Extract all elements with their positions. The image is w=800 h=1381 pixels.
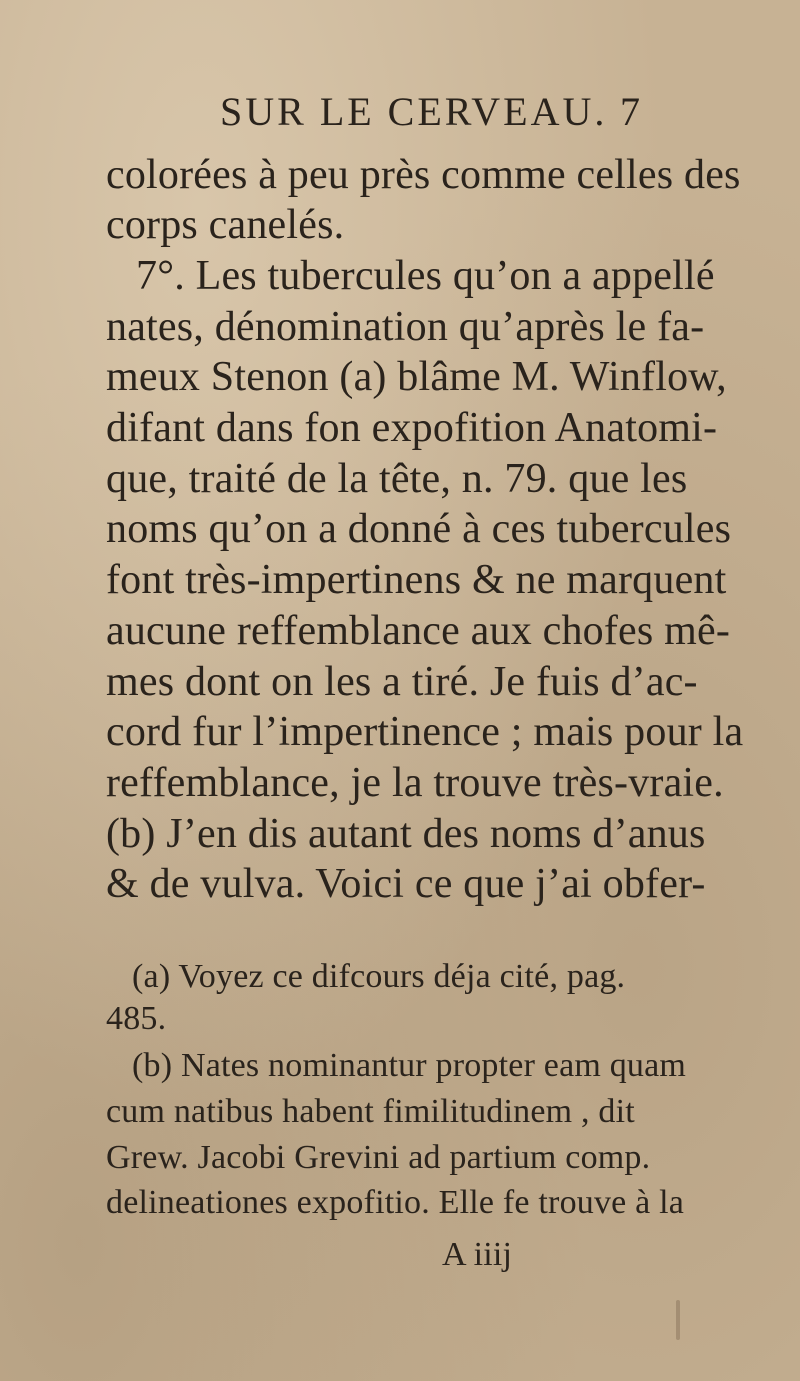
running-title: SUR LE CERVEAU. xyxy=(220,89,608,134)
ink-blemish xyxy=(676,1300,680,1340)
body-line-11: mes dont on les a tiré. Je fuis d’ac- xyxy=(106,659,698,705)
body-line-13: reffemblance, je la trouve très-vraie. xyxy=(106,760,724,806)
footnote-a-line-2: 485. xyxy=(106,1000,167,1037)
body-line-7: que, traité de la tête, n. 79. que les xyxy=(106,456,688,502)
page-number: 7 xyxy=(620,89,643,134)
body-line-2: corps canelés. xyxy=(106,202,345,248)
body-line-9: font très-impertinens & ne marquent xyxy=(106,557,727,603)
body-line-6: difant dans fon expofition Anatomi- xyxy=(106,405,718,451)
body-line-14: (b) J’en dis autant des noms d’anus xyxy=(106,811,706,857)
footnote-b-line-4: delineationes expofitio. Elle fe trouve à la xyxy=(106,1184,685,1221)
body-line-5: meux Stenon (a) blâme M. Winflow, xyxy=(106,354,727,400)
footnote-b-line-1: (b) Nates nominantur propter eam quam xyxy=(132,1047,687,1084)
body-line-4: nates, dénomination qu’après le fa- xyxy=(106,304,705,350)
running-header xyxy=(220,88,643,135)
footnote-a-line-1: (a) Voyez ce difcours déja cité, pag. xyxy=(132,958,626,995)
footnote-b-line-2: cum natibus habent fimilitudinem , dit xyxy=(106,1093,635,1130)
body-line-3: 7°. Les tubercules qu’on a appellé xyxy=(136,253,715,299)
body-line-8: noms qu’on a donné à ces tubercules xyxy=(106,506,732,552)
body-line-15: & de vulva. Voici ce que j’ai obfer- xyxy=(106,861,706,907)
body-line-1: colorées à peu près comme celles des xyxy=(106,152,741,198)
body-line-10: aucune reffemblance aux chofes mê- xyxy=(106,608,731,654)
body-line-12: cord fur l’impertinence ; mais pour la xyxy=(106,709,744,755)
footnote-b-line-3: Grew. Jacobi Grevini ad partium comp. xyxy=(106,1139,651,1176)
signature-mark: A iiij xyxy=(442,1236,513,1273)
